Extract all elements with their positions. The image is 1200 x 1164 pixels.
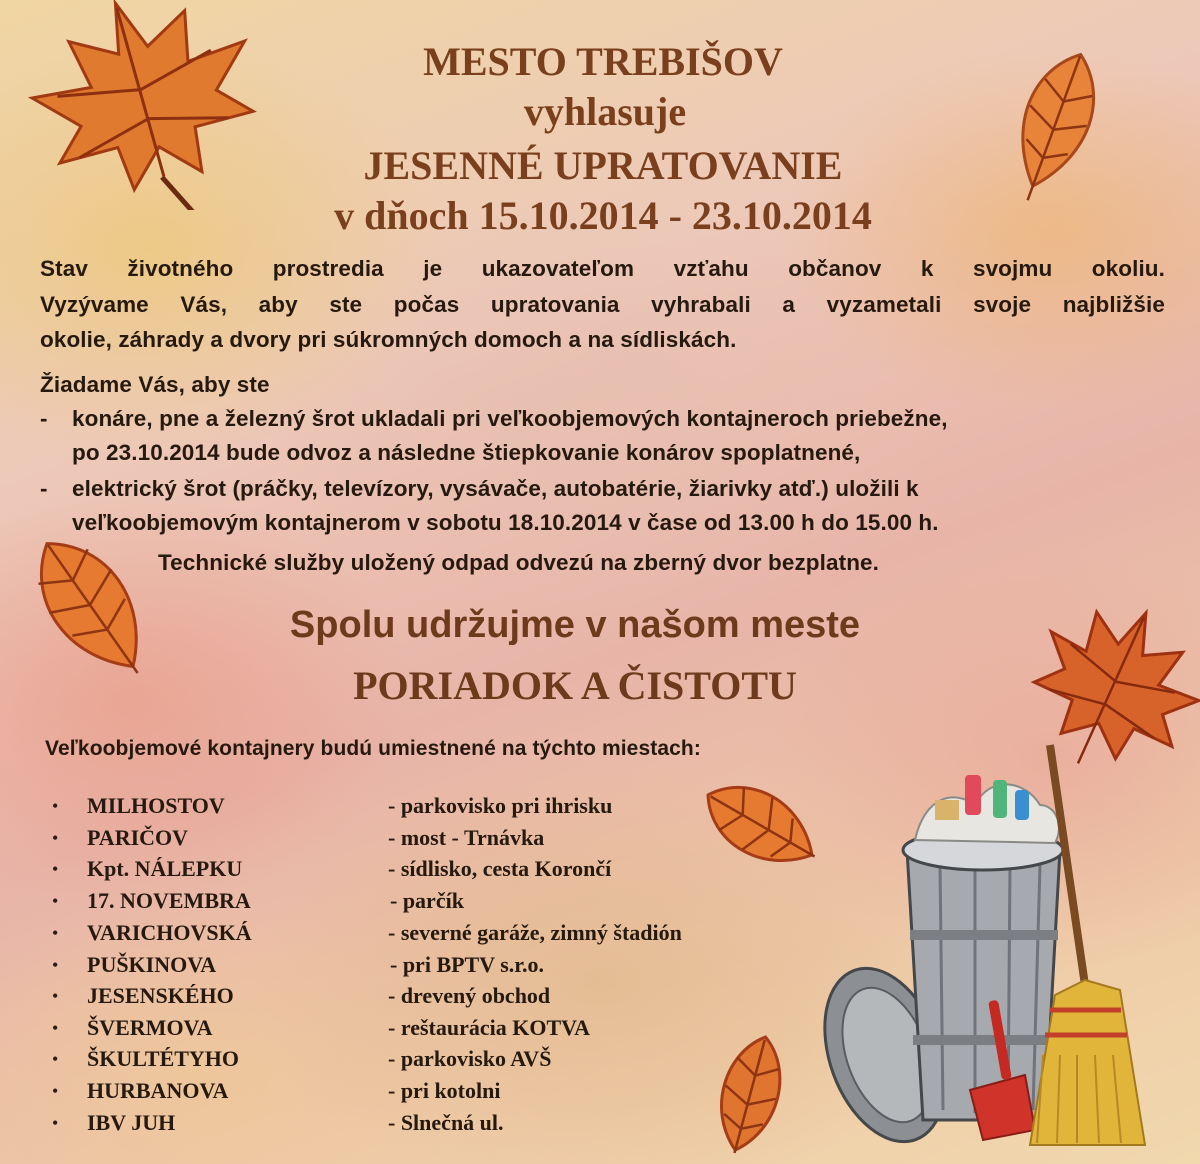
bullet: • <box>52 891 59 911</box>
bullet: • <box>52 955 59 975</box>
dash-2: - <box>40 476 48 501</box>
location-place: - drevený obchod <box>388 983 551 1008</box>
location-street: JESENSKÉHO <box>87 983 234 1008</box>
bullet: • <box>52 1049 59 1069</box>
request-item-1-line-2: po 23.10.2014 bude odvoz a následne štiepkovanie konárov spoplatnené, <box>72 440 861 465</box>
request-item-2-line-1: elektrický šrot (práčky, televízory, vysávače, autobatérie, žiarivky atď.) uložili k <box>72 476 919 501</box>
location-street: PUŠKINOVA <box>87 952 217 977</box>
location-place: - Slnečná ul. <box>388 1110 504 1135</box>
location-street: 17. NOVEMBRA <box>87 888 251 913</box>
location-place: - pri BPTV s.r.o. <box>390 952 545 977</box>
bullet: • <box>52 1018 59 1038</box>
location-place: - reštaurácia KOTVA <box>388 1015 591 1040</box>
locations-intro: Veľkoobjemové kontajnery budú umiestnené na týchto miestach: <box>45 737 701 760</box>
title-announces: vyhlasuje <box>523 89 687 134</box>
request-item-1-line-1: konáre, pne a železný šrot ukladali pri veľkoobjemových kontajneroch priebežne, <box>72 406 948 431</box>
leaf-icon <box>690 760 830 890</box>
title-dates: v dňoch 15.10.2014 - 23.10.2014 <box>334 193 872 238</box>
trash-can-broom-icon <box>815 735 1160 1155</box>
location-street: IBV JUH <box>87 1110 176 1135</box>
location-place: - severné garáže, zimný štadión <box>388 920 682 945</box>
bullet: • <box>52 1081 59 1101</box>
location-street: ŠVERMOVA <box>87 1015 213 1040</box>
bullet: • <box>52 923 59 943</box>
leaf-icon <box>690 1030 810 1160</box>
location-place: - parkovisko pri ihrisku <box>388 793 613 818</box>
bullet: • <box>52 859 59 879</box>
slogan-line-2: PORIADOK A ČISTOTU <box>353 663 797 708</box>
location-street: PARIČOV <box>87 825 189 850</box>
bullet: • <box>52 986 59 1006</box>
location-place: - parkovisko AVŠ <box>388 1046 552 1071</box>
bullet: • <box>52 1113 59 1133</box>
intro-line-2: Vyzývame Vás, aby ste počas upratovania vyhrabali a vyzametali svoje najbližšie <box>40 292 1165 317</box>
request-item-2-line-2: veľkoobjemovým kontajnerom v sobotu 18.10.2014 v čase od 13.00 h do 15.00 h. <box>72 510 939 535</box>
location-place: - most - Trnávka <box>388 825 545 850</box>
location-street: MILHOSTOV <box>87 793 225 818</box>
dash-1: - <box>40 406 48 431</box>
intro-line-1: Stav životného prostredia je ukazovateľom vzťahu občanov k svojmu okoliu. <box>40 256 1165 281</box>
request-note: Technické služby uložený odpad odvezú na zberný dvor bezplatne. <box>158 550 880 575</box>
title-event: JESENNÉ UPRATOVANIE <box>363 143 843 188</box>
location-place: - parčík <box>390 888 464 913</box>
location-place: - pri kotolni <box>388 1078 501 1103</box>
location-street: VARICHOVSKÁ <box>87 920 252 945</box>
location-place: - sídlisko, cesta Korončí <box>388 856 612 881</box>
intro-line-3: okolie, záhrady a dvory pri súkromných domoch a na sídliskách. <box>40 327 737 352</box>
slogan-line-1: Spolu udržujme v našom meste <box>289 604 861 646</box>
bullet: • <box>52 828 59 848</box>
location-street: Kpt. NÁLEPKU <box>87 856 243 881</box>
request-lead: Žiadame Vás, aby ste <box>40 372 270 397</box>
location-street: ŠKULTÉTYHO <box>87 1046 240 1071</box>
title-city: MESTO TREBIŠOV <box>423 39 783 84</box>
bullet: • <box>52 796 59 816</box>
location-street: HURBANOVA <box>87 1078 229 1103</box>
